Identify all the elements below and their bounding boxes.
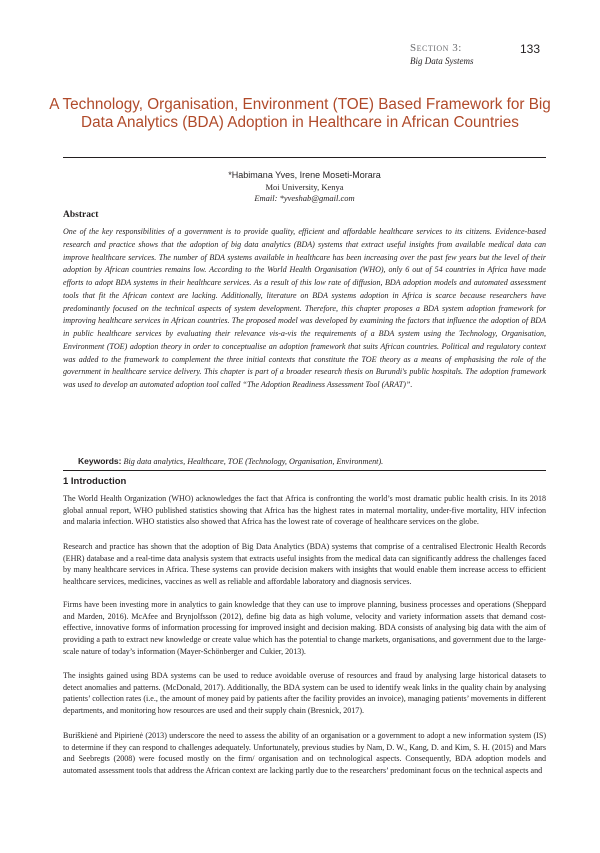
section-label: Section 3: — [410, 42, 462, 54]
intro-paragraph-2: Research and practice has shown that the adoption of Big Data Analytics (BDA) systems that comprise of a centralised Electronic Health Records (EHR) database and a real-time data analysis system that extracts useful insights from the medical data can significantly address the challenges faced by many healthcare services in Africa. These systems can provide decision makers with insights that would enable them increase access to efficient healthcare services, medicines, vaccines as well as reliable and affordable laboratory and diagnosis services. — [63, 542, 546, 586]
introduction-heading: 1 Introduction — [63, 476, 127, 487]
intro-paragraph-5: Buriškienė and Pipirienė (2013) underscore the need to assess the ability of an organisation or a government to adopt a new information system (IS) to determine if they can respond to challenges adequately. Unfortunately, previous studies by Nam, D. W., Kang, D. and Kim, S. H. (2015) and Mars and Seebregts (2008) were focused mostly on the firm/ organisation and on technological aspects. Consequently, BDA adoption models and automated assessment tools that address the African context are lacking partly due to the researchers’ predominant focus on the technical aspects and — [63, 731, 546, 775]
abstract-divider — [63, 470, 546, 471]
chapter-title: A Technology, Organisation, Environment (TOE) Based Framework for Big Data Analytics (BDA) Adoption in Healthcare in African Countries — [49, 96, 551, 131]
authors: *Habimana Yves, Irene Moseti-Morara — [228, 170, 381, 180]
abstract-text: One of the key responsibilities of a government is to provide quality, efficient and affordable healthcare services to its citizens. Evidence-based research and practice shows that the adoption of big data analytics (BDA) systems that extract useful insights from available medical data can improve healthcare services. The number of BDA systems available in healthcare has been increasing over the past few years but the level of their adoption by African countries remains low. According to the World Health Organisation (WHO), only 6 out of 54 countries in Africa have made efforts to adopt BDA systems in their healthcare services. As a result of this low rate of diffusion, BDA adoption models and automated assessment tools that fit the African context are lacking. Additionally, literature on BDA systems adoption in Africa is scarce because researchers have predominantly focused on the technical aspects of system development. Therefore, this chapter proposes a BDA system adoption framework for improving healthcare services in African countries. The proposed model was developed by examining the factors that influence the adoption of BDA in public healthcare services by evaluating their relevance vis-a-vis the requirements of a BDA system using the Technology, Organisation, Environment (TOE) adoption theory in order to conceptualise an adoption framework that suits African countries. Political and regulatory context was added to the framework to complement the three initial contexts that constitute the TOE theory as a means of emphasising the role of the government in healthcare service delivery. This chapter is part of a broader research thesis on Burundi's public hospitals. The adoption framework was used to develop an automated adoption tool called “The Adoption Readiness Assessment Tool (ARAT)”. — [63, 227, 546, 389]
intro-paragraph-3: Firms have been investing more in analytics to gain knowledge that they can use to improve planning, business processes and operations (Sheppard and Marden, 2016). McAfee and Brynjolfsson (2012), define big data as high volume, velocity and variety information assets that demand cost-effective, innovative forms of information processing for improved insight and decision making. BDA consists of analysing big data with the aim of providing a path to extract new knowledge or create value which has the potential to change markets, organisations, and government due to the large-scale nature of today’s information (Mayer-Schönberger and Cukier, 2013). — [63, 600, 546, 656]
section-subtitle: Big Data Systems — [410, 56, 474, 66]
keywords-text: Big data analytics, Healthcare, TOE (Technology, Organisation, Environment). — [123, 457, 384, 466]
intro-paragraph-4: The insights gained using BDA systems can be used to reduce avoidable overuse of resources and fraud by analysing large historical datasets to detect anomalies and patterns. (McDonald, 2017). Additionally, the BDA system can be used to identify weak links in the quality chain by analysing patients’ collection rates (i.e., the amount of money paid by patients after the facility provides an invoice), managing patients’ movements in different departments, and monitoring how resources are used and their supply chain (Bresnick, 2017). — [63, 671, 546, 715]
title-divider — [63, 157, 546, 158]
intro-paragraph-1: The World Health Organization (WHO) acknowledges the fact that Africa is confronting the world’s most dramatic public health crisis. In its 2018 global annual report, WHO published statistics showing that Africa has the highest rates in maternal mortality, under-five mortality, HIV infection and malaria infection. WHO statistics also showed that Africa has the lowest rate of coverage of healthcare services on the globe. — [63, 494, 546, 527]
keywords — [78, 455, 548, 468]
abstract-heading: Abstract — [63, 210, 99, 220]
keywords-label: Keywords: — [78, 456, 122, 466]
affiliation: Moi University, Kenya — [265, 182, 344, 192]
author-email: Email: *yveshab@gmail.com — [254, 193, 355, 203]
page-number: 133 — [519, 42, 540, 56]
